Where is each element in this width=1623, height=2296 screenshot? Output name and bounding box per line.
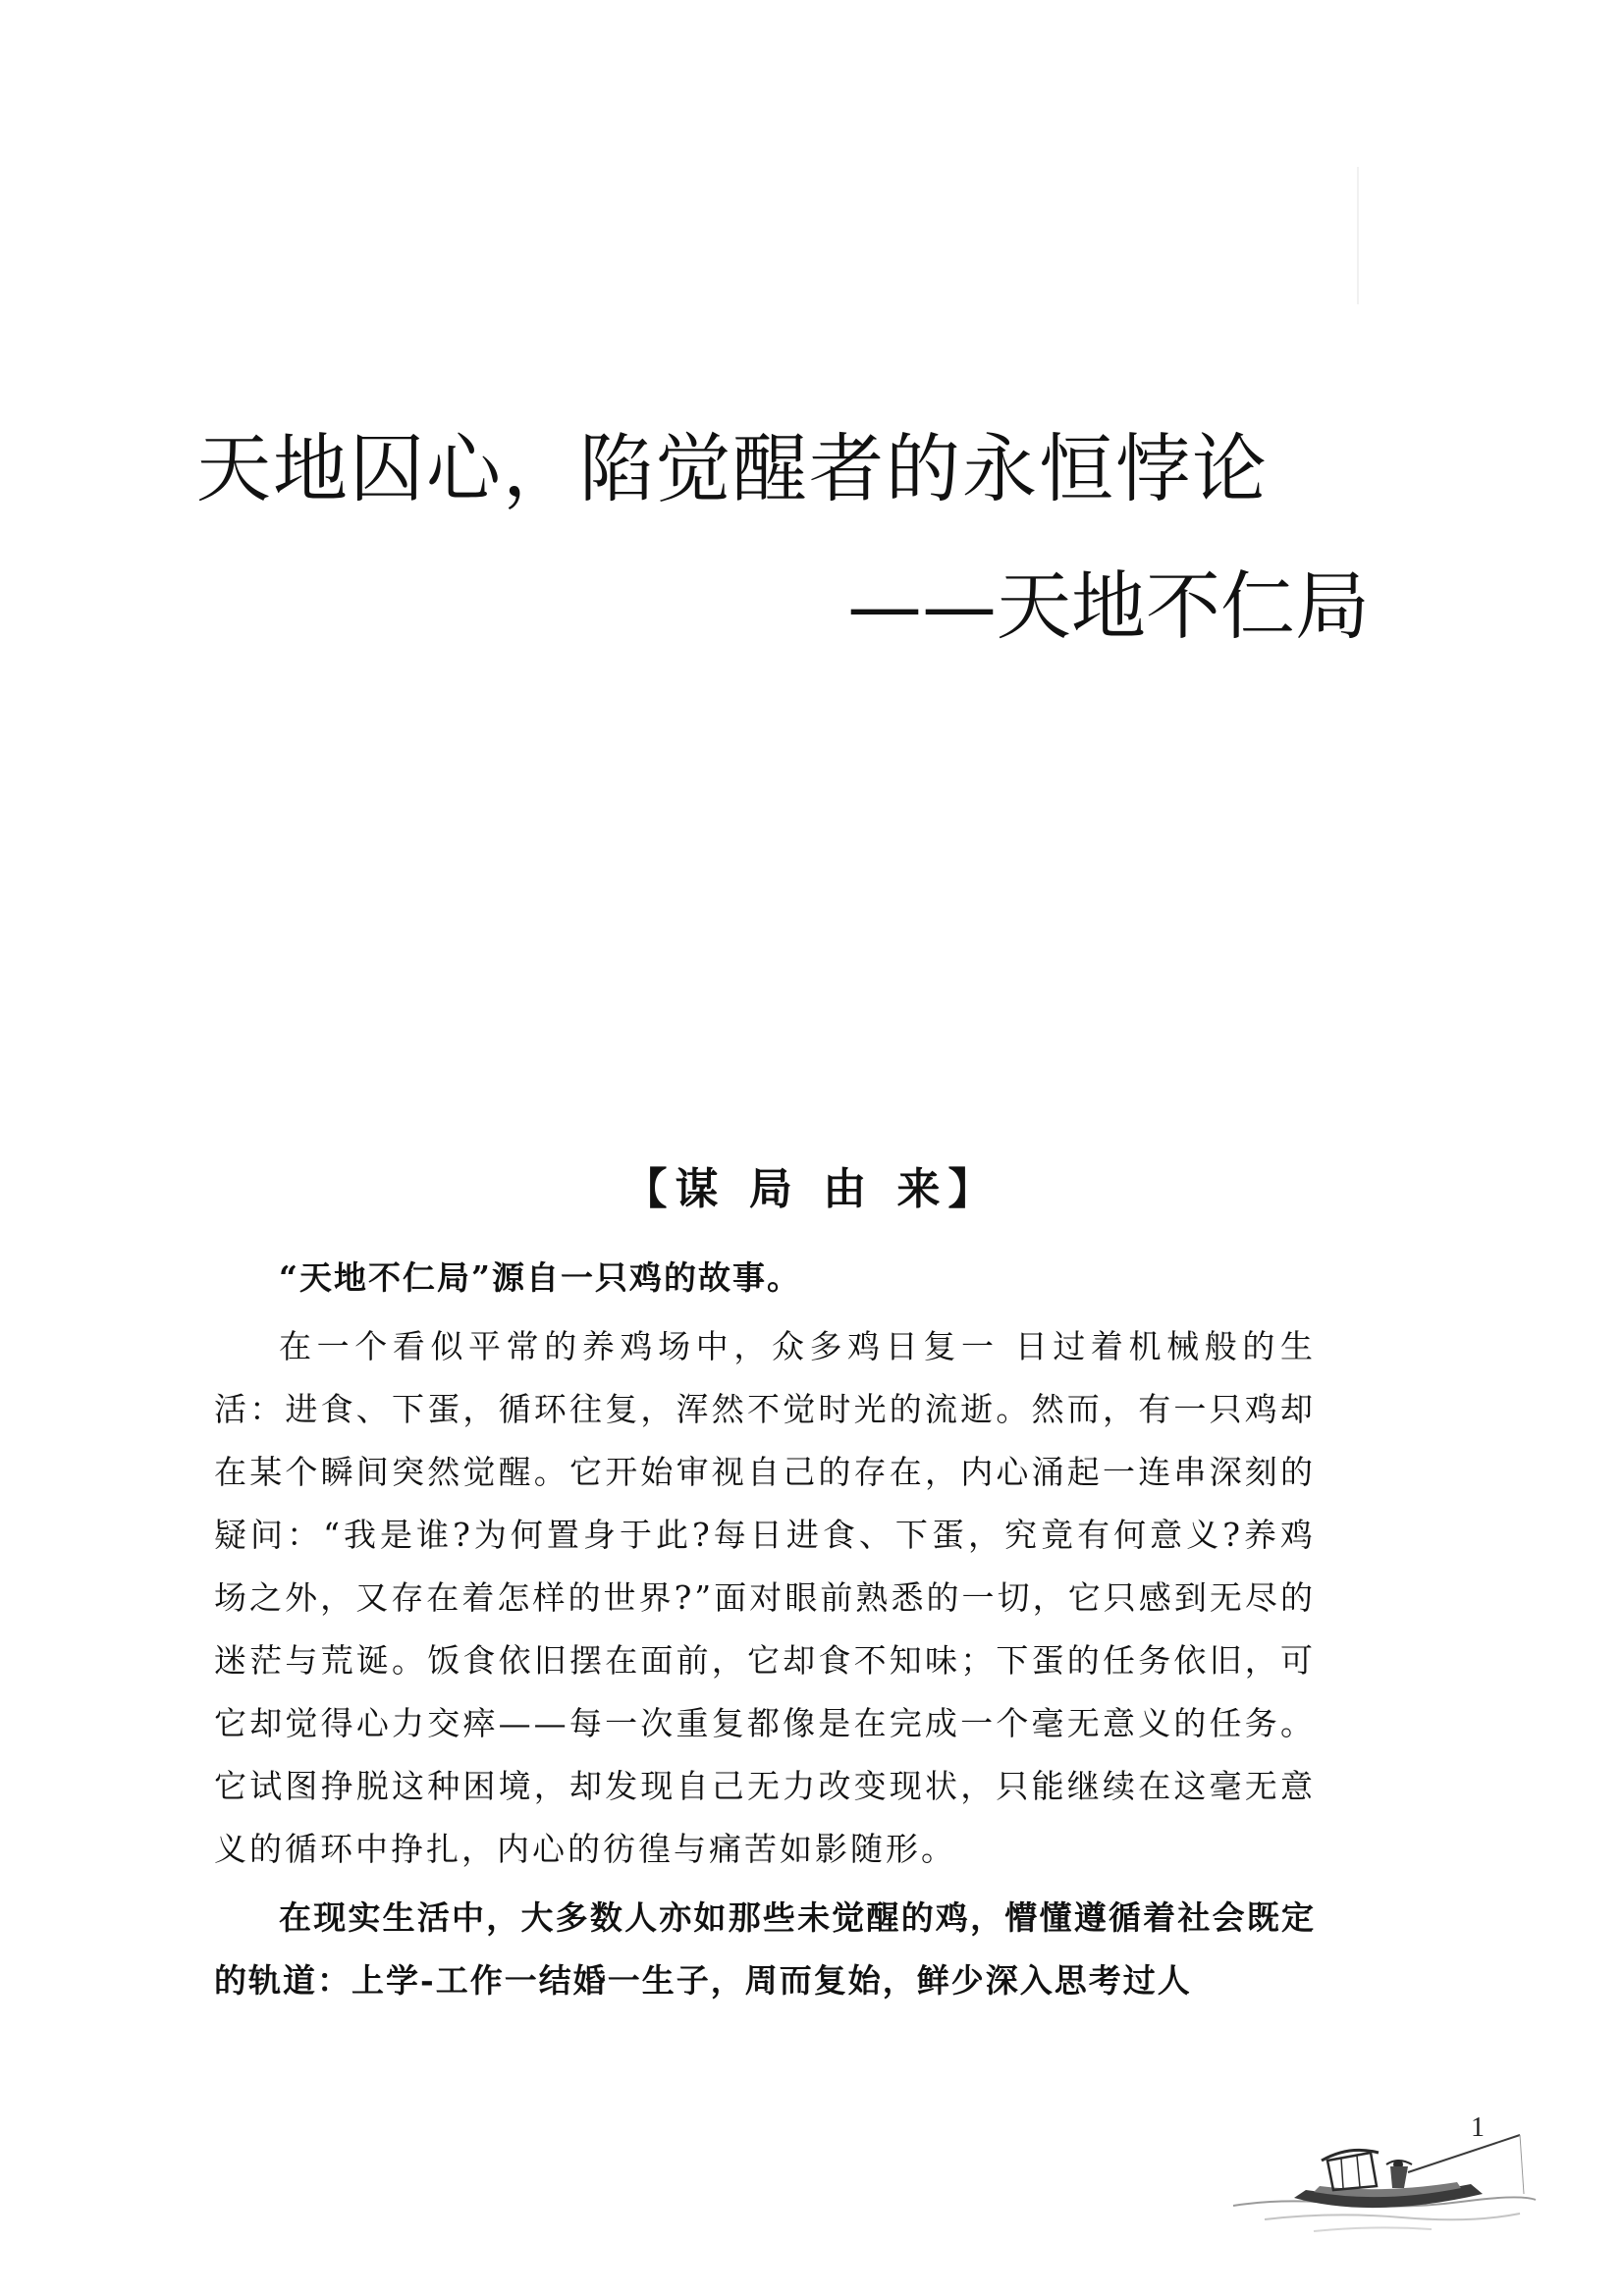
body-text — [214, 1247, 1316, 2018]
boat-fisherman-icon — [1225, 2096, 1540, 2243]
paragraph-reality: 在现实生活中，大多数人亦如那些未觉醒的鸡，懵懂遵循着社会既定的轨道：上学-工作一结婚一生子，周而复始，鲜少深入思考过人 — [214, 1898, 1316, 2000]
scan-artifact — [1357, 167, 1359, 304]
paragraph-intro: “天地不仁局”源自一只鸡的故事。 — [279, 1258, 801, 1297]
section-heading: 【谋 局 由 来】 — [623, 1164, 1000, 1214]
page-number: 1 — [1471, 2112, 1485, 2143]
paragraph-story: 在一个看似平常的养鸡场中，众多鸡日复一 日过着机械般的生活：进食、下蛋，循环往复，浑然不觉时光的流逝。然而，有一只鸡却在某个瞬间突然觉醒。它开始审视自己的存在，内心涌起一连串深刻的疑问：“我是谁?为何置身于此?每日进食、下蛋，究竟有何意义?养鸡场之外，又存在着怎样的世界?”面对眼前熟悉的一切，它只感到无尽的迷茫与荒诞。饭食依旧摆在面前，它却食不知味；下蛋的任务依旧，可它却觉得心力交瘁——每一次重复都像是在完成一个毫无意义的任务。它试图挣脱这种困境，却发现自己无力改变现状，只能继续在这毫无意义的循环中挣扎，内心的彷徨与痛苦如影随形。 — [214, 1327, 1316, 1868]
document-title: 天地囚心，陷觉醒者的永恒悖论 — [196, 425, 1269, 512]
document-subtitle: ——天地不仁局 — [847, 562, 1370, 650]
